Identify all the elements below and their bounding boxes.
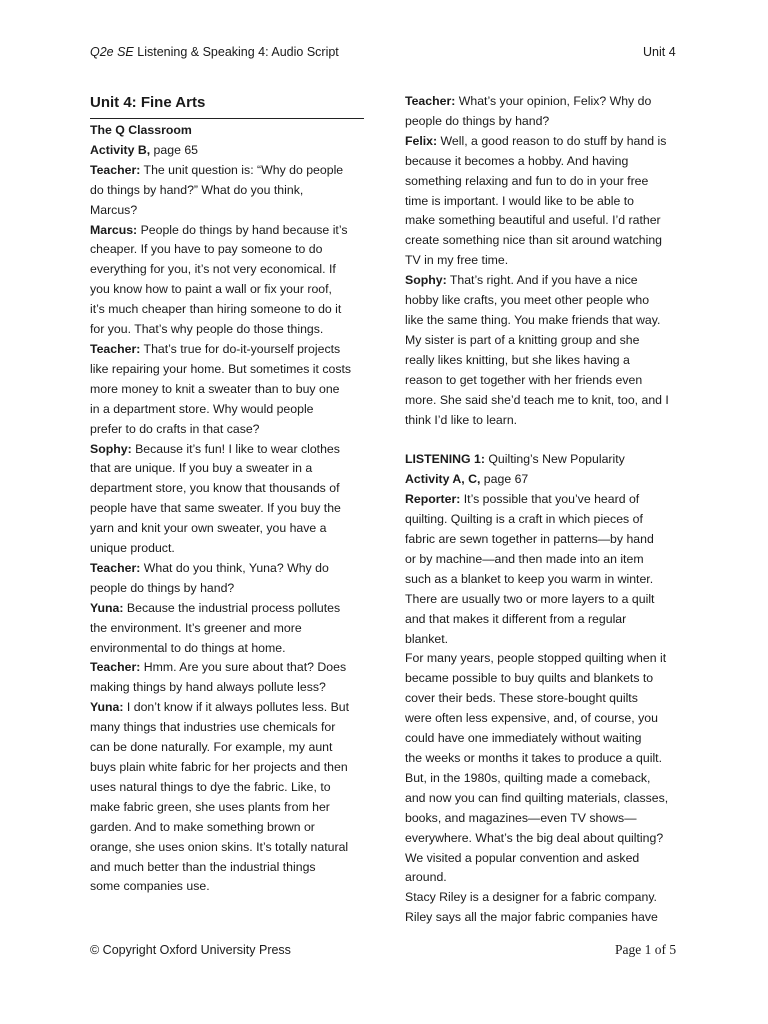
text-line — [405, 112, 695, 132]
text-run: blanket. — [405, 631, 449, 646]
text-run: people have that same sweater. If you buy the — [90, 501, 341, 516]
text-run: in a department store. Why would people — [90, 401, 314, 416]
text-run: We visited a popular convention and asked — [405, 850, 640, 865]
speaker-label: Teacher: — [90, 341, 141, 356]
speaker-label: Teacher: — [405, 94, 456, 108]
text-line — [405, 649, 695, 669]
left-column-lines — [90, 121, 364, 897]
text-line — [405, 152, 695, 172]
text-line — [90, 440, 364, 460]
text-line — [90, 658, 364, 678]
text-run: I don’t know if it always pollutes less. But — [123, 700, 350, 715]
text-line — [405, 709, 695, 729]
text-run: books, and magazines—even TV shows— — [405, 810, 637, 825]
text-run: you know how to paint a wall or fix your roof, — [90, 282, 332, 297]
text-line — [405, 470, 695, 490]
text-run: unique product. — [90, 541, 175, 556]
text-line — [90, 539, 364, 559]
text-line — [405, 391, 695, 411]
text-run: Hmm. Are you sure about that? Does — [140, 660, 347, 675]
speaker-label: Felix: — [405, 133, 438, 148]
text-line — [90, 678, 364, 698]
text-line — [90, 579, 364, 599]
text-run: garden. And to make something brown or — [90, 819, 315, 834]
text-line — [90, 300, 364, 320]
text-run: That’s true for do-it-yourself projects — [140, 341, 341, 356]
text-run: That’s right. And if you have a nice — [446, 273, 638, 288]
text-run: some companies use. — [90, 879, 210, 894]
text-run: like the same thing. You make friends that way. — [405, 312, 661, 327]
text-run: The unit question is: “Why do people — [140, 162, 344, 177]
text-run: What’s your opinion, Felix? Why do — [455, 94, 652, 108]
text-run: Stacy Riley is a designer for a fabric company. — [405, 890, 657, 905]
left-text-column — [90, 92, 364, 897]
text-run: making things by hand always pollute less? — [90, 680, 326, 695]
speaker-label: Sophy: — [405, 273, 447, 288]
text-run: something relaxing and fun to do in your free — [405, 173, 649, 188]
text-line — [90, 340, 364, 360]
text-line — [90, 718, 364, 738]
text-line — [90, 619, 364, 639]
text-run: What do you think, Yuna? Why do — [140, 560, 329, 575]
text-run: TV in my free time. — [405, 253, 509, 268]
text-line — [90, 320, 364, 340]
text-line — [405, 729, 695, 749]
text-run: everywhere. What’s the big deal about quilting? — [405, 830, 664, 845]
text-line — [405, 908, 695, 928]
text-run: make something beautiful and useful. I’d rather — [405, 213, 661, 228]
text-run: make fabric green, she uses plants from her — [90, 799, 330, 814]
text-run: people do things by hand? — [90, 580, 235, 595]
text-line — [90, 141, 364, 161]
speaker-label: Activity B, — [90, 142, 151, 157]
text-line — [90, 260, 364, 280]
text-line — [405, 510, 695, 530]
text-line — [405, 769, 695, 789]
text-run: But, in the 1980s, quilting made a comeback, — [405, 770, 651, 785]
text-run: or by machine—and then made into an item — [405, 551, 644, 566]
text-line — [405, 92, 695, 112]
text-run: uses natural things to dye the fabric. Like, to — [90, 779, 331, 794]
text-line — [90, 360, 364, 380]
text-line — [405, 570, 695, 590]
text-line — [405, 550, 695, 570]
text-run: could have one immediately without waiting — [405, 731, 642, 746]
text-line — [90, 798, 364, 818]
text-run: yarn and knit your own sweater, you have a — [90, 521, 327, 536]
text-run: such as a blanket to keep you warm in winter. — [405, 571, 654, 586]
text-line — [405, 351, 695, 371]
text-line — [90, 459, 364, 479]
text-run: and that makes it different from a regular — [405, 611, 627, 626]
speaker-label: Yuna: — [90, 600, 124, 615]
text-line — [405, 132, 695, 152]
text-line — [405, 610, 695, 630]
text-line — [90, 400, 364, 420]
text-line — [405, 450, 695, 470]
text-line — [405, 430, 695, 450]
text-line — [90, 778, 364, 798]
text-run: for you. That’s why people do those things. — [90, 322, 324, 337]
text-line — [405, 630, 695, 650]
text-run: Because the industrial process pollutes — [123, 600, 341, 615]
text-run: environmental to do things at home. — [90, 640, 286, 655]
text-line — [90, 420, 364, 440]
text-line — [90, 280, 364, 300]
text-run: It’s possible that you’ve heard of — [460, 492, 640, 507]
text-line — [405, 669, 695, 689]
text-line — [90, 639, 364, 659]
speaker-label: Teacher: — [90, 162, 141, 177]
text-run: create something nice than sit around watching — [405, 233, 663, 248]
text-line — [90, 559, 364, 579]
text-run: people do things by hand? — [405, 113, 550, 128]
text-line — [90, 240, 364, 260]
text-run: around. — [405, 870, 447, 885]
text-line — [90, 161, 364, 181]
footer-copyright: © Copyright Oxford University Press — [90, 943, 291, 957]
text-run: buys plain white fabric for her projects and then — [90, 760, 348, 774]
text-run: Riley says all the major fabric companies have — [405, 910, 658, 925]
text-line — [405, 211, 695, 231]
text-run: department store, you know that thousands of — [90, 481, 340, 496]
speaker-label: Teacher: — [90, 660, 141, 675]
text-run: that are unique. If you buy a sweater in a — [90, 461, 313, 476]
text-run: can be done naturally. For example, my aunt — [90, 740, 333, 755]
text-run: and now you can find quilting materials, classes, — [405, 790, 669, 805]
text-line — [405, 172, 695, 192]
text-line — [405, 849, 695, 869]
text-line — [90, 758, 364, 778]
text-line — [90, 698, 364, 718]
text-run: became possible to buy quilts and blankets to — [405, 671, 654, 686]
text-line — [405, 331, 695, 351]
text-line — [405, 829, 695, 849]
text-line — [90, 818, 364, 838]
speaker-label: Reporter: — [405, 492, 461, 507]
speaker-label: Sophy: — [90, 441, 132, 456]
text-line — [405, 749, 695, 769]
text-line — [405, 888, 695, 908]
footer-page-number: Page 1 of 5 — [615, 942, 677, 957]
text-run: quilting. Quilting is a craft in which pieces of — [405, 512, 643, 527]
text-line — [90, 858, 364, 878]
text-line — [405, 490, 695, 510]
text-line — [90, 838, 364, 858]
text-run: Quilting’s New Popularity — [484, 452, 625, 467]
text-run: more. She said she’d teach me to knit, too, and I — [405, 392, 669, 407]
text-run: For many years, people stopped quilting when it — [405, 651, 667, 666]
text-run: everything for you, it’s not very economical. If — [90, 262, 336, 277]
text-line — [405, 689, 695, 709]
unit-title: Unit 4: Fine Arts — [90, 92, 364, 119]
text-line — [90, 380, 364, 400]
text-run: Marcus? — [90, 202, 138, 217]
text-run: like repairing your home. But sometimes it costs — [90, 361, 352, 376]
text-line — [90, 121, 364, 141]
text-run: cheaper. If you have to pay someone to do — [90, 242, 323, 257]
speaker-label: Activity A, C, — [405, 472, 481, 487]
text-run: more money to knit a sweater than to buy one — [90, 381, 340, 396]
text-line — [405, 530, 695, 550]
text-line — [90, 181, 364, 201]
text-run: orange, she uses onion skins. It’s totally natural — [90, 839, 349, 854]
right-column-lines — [405, 92, 695, 928]
text-run: and much better than the industrial things — [90, 859, 316, 874]
text-run: the weeks or months it takes to produce a quilt. — [405, 751, 663, 765]
document-header-title — [90, 45, 339, 59]
text-run: the environment. It’s greener and more — [90, 620, 302, 635]
text-run: it’s much cheaper than hiring someone to do it — [90, 302, 342, 317]
text-line — [90, 877, 364, 897]
text-line — [405, 231, 695, 251]
text-line — [405, 371, 695, 391]
text-run: page 65 — [150, 142, 199, 157]
text-run: Because it’s fun! I like to wear clothes — [131, 441, 340, 456]
header-unit-label: Unit 4 — [643, 45, 676, 59]
text-line — [90, 221, 364, 241]
text-line — [90, 201, 364, 221]
text-line — [90, 738, 364, 758]
text-run: fabric are sewn together in patterns—by hand — [405, 532, 654, 547]
text-line — [405, 251, 695, 271]
text-line — [405, 789, 695, 809]
text-line — [405, 868, 695, 888]
text-run: many things that industries use chemicals for — [90, 720, 336, 735]
text-run: time is important. I would like to be able to — [405, 193, 634, 208]
text-run: were often less expensive, and, of course, you — [405, 711, 658, 726]
text-run: People do things by hand because it’s — [137, 222, 348, 237]
text-line — [90, 479, 364, 499]
text-run: because it becomes a hobby. And having — [405, 153, 629, 168]
text-line — [90, 499, 364, 519]
text-run: There are usually two or more layers to a quilt — [405, 591, 655, 606]
text-run: really likes knitting, but she likes having a — [405, 352, 630, 367]
text-run: prefer to do crafts in that case? — [90, 421, 260, 436]
speaker-label: Yuna: — [90, 700, 124, 715]
text-line — [405, 192, 695, 212]
speaker-label: Teacher: — [90, 560, 141, 575]
speaker-label: The Q Classroom — [90, 123, 192, 137]
text-line — [90, 519, 364, 539]
header-title-italic: Q2e SE — [90, 45, 134, 59]
text-line — [90, 599, 364, 619]
text-line — [405, 590, 695, 610]
text-run: reason to get together with her friends even — [405, 372, 643, 387]
speaker-label: Marcus: — [90, 222, 138, 237]
text-line — [405, 311, 695, 331]
text-run: hobby like crafts, you meet other people who — [405, 293, 650, 308]
text-run: Well, a good reason to do stuff by hand is — [437, 133, 667, 148]
text-line — [405, 809, 695, 829]
text-run: My sister is part of a knitting group and she — [405, 332, 640, 347]
right-text-column — [405, 92, 695, 928]
speaker-label: LISTENING 1: — [405, 452, 485, 467]
text-line — [405, 271, 695, 291]
text-run: think I’d like to learn. — [405, 412, 518, 427]
text-run: do things by hand?” What do you think, — [90, 182, 304, 197]
text-run: cover their beds. These store-bought quilts — [405, 691, 638, 706]
text-line — [405, 411, 695, 431]
text-line — [405, 291, 695, 311]
text-run: page 67 — [480, 472, 529, 487]
header-title-rest: Listening & Speaking 4: Audio Script — [133, 45, 339, 59]
